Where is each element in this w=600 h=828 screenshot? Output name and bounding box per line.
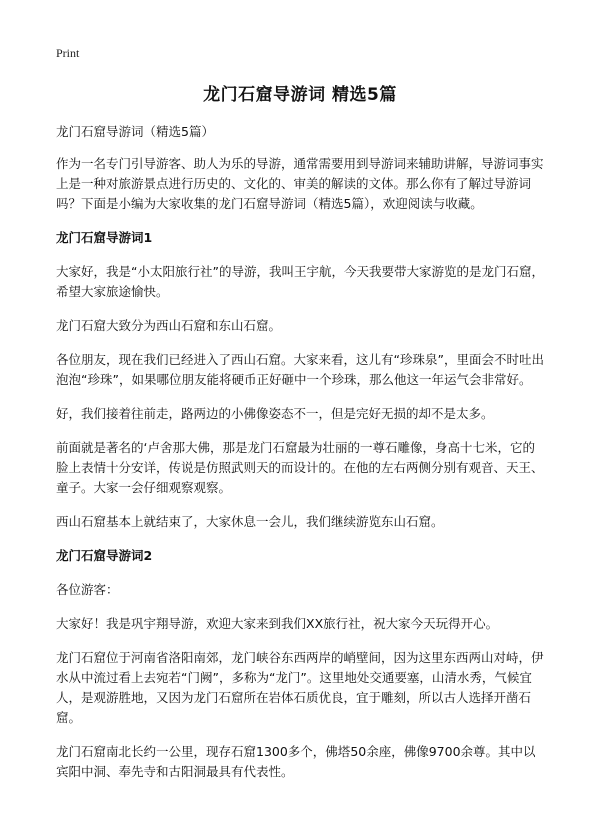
paragraph: 龙门石窟南北长约一公里，现存石窟1300多个，佛塔50余座，佛像9700余尊。其中以宾阳中洞、奉先寺和古阳洞最具有代表性。 (56, 744, 536, 779)
section-heading: 龙门石窟导游词1 (56, 230, 153, 245)
article-body (56, 122, 546, 796)
paragraph: 龙门石窟大致分为西山石窟和东山石窟。 (56, 318, 282, 333)
page-title: 龙门石窟导游词 精选5篇 (203, 85, 397, 105)
paragraph: 大家好！我是巩宇翔导游，欢迎大家来到我们XX旅行社，祝大家今天玩得开心。 (56, 616, 499, 631)
paragraph: 好，我们接着往前走，路两边的小佛像姿态不一，但是完好无损的却不是太多。 (56, 406, 494, 421)
paragraph: 各位游客： (56, 582, 119, 597)
print-link[interactable]: Print (56, 46, 80, 60)
section-heading: 龙门石窟导游词2 (56, 548, 153, 563)
article-subtitle: 龙门石窟导游词（精选5篇） (56, 124, 214, 139)
paragraph: 龙门石窟位于河南省洛阳南郊，龙门峡谷东西两岸的峭壁间，因为这里东西两山对峙，伊水从中流过看上去宛若“门阙”，多称为“龙门”。这里地处交通要塞，山清水秀，气候宜人，是观游胜地，又因为龙门石窟所在岩体石质优良，宜于雕刻，所以古人选择开凿石窟。 (56, 650, 544, 725)
intro-paragraph: 作为一名专门引导游客、助人为乐的导游，通常需要用到导游词来辅助讲解，导游词事实上是一种对旅游景点进行历史的、文化的、审美的解读的文体。那么你有了解过导游词吗？下面是小编为大家收集的龙门石窟导游词（精选5篇），欢迎阅读与收藏。 (56, 156, 544, 211)
paragraph: 大家好，我是“小太阳旅行社”的导游，我叫王宇航，今天我要带大家游览的是龙门石窟，希望大家旅途愉快。 (56, 264, 544, 299)
paragraph: 前面就是著名的‘卢舍那大佛，那是龙门石窟最为壮丽的一尊石雕像，身高十七米，它的脸上表情十分安详，传说是仿照武则天的而设计的。在他的左右两侧分别有观音、天王、童子。大家一会仔细观察观察。 (56, 440, 544, 495)
paragraph: 西山石窟基本上就结束了，大家休息一会儿，我们继续游览东山石窟。 (56, 514, 444, 529)
paragraph: 各位朋友，现在我们已经进入了西山石窟。大家来看，这儿有“珍珠泉”，里面会不时吐出泡泡“珍珠”，如果哪位朋友能将硬币正好砸中一个珍珠，那么他这一年运气会非常好。 (56, 352, 544, 387)
